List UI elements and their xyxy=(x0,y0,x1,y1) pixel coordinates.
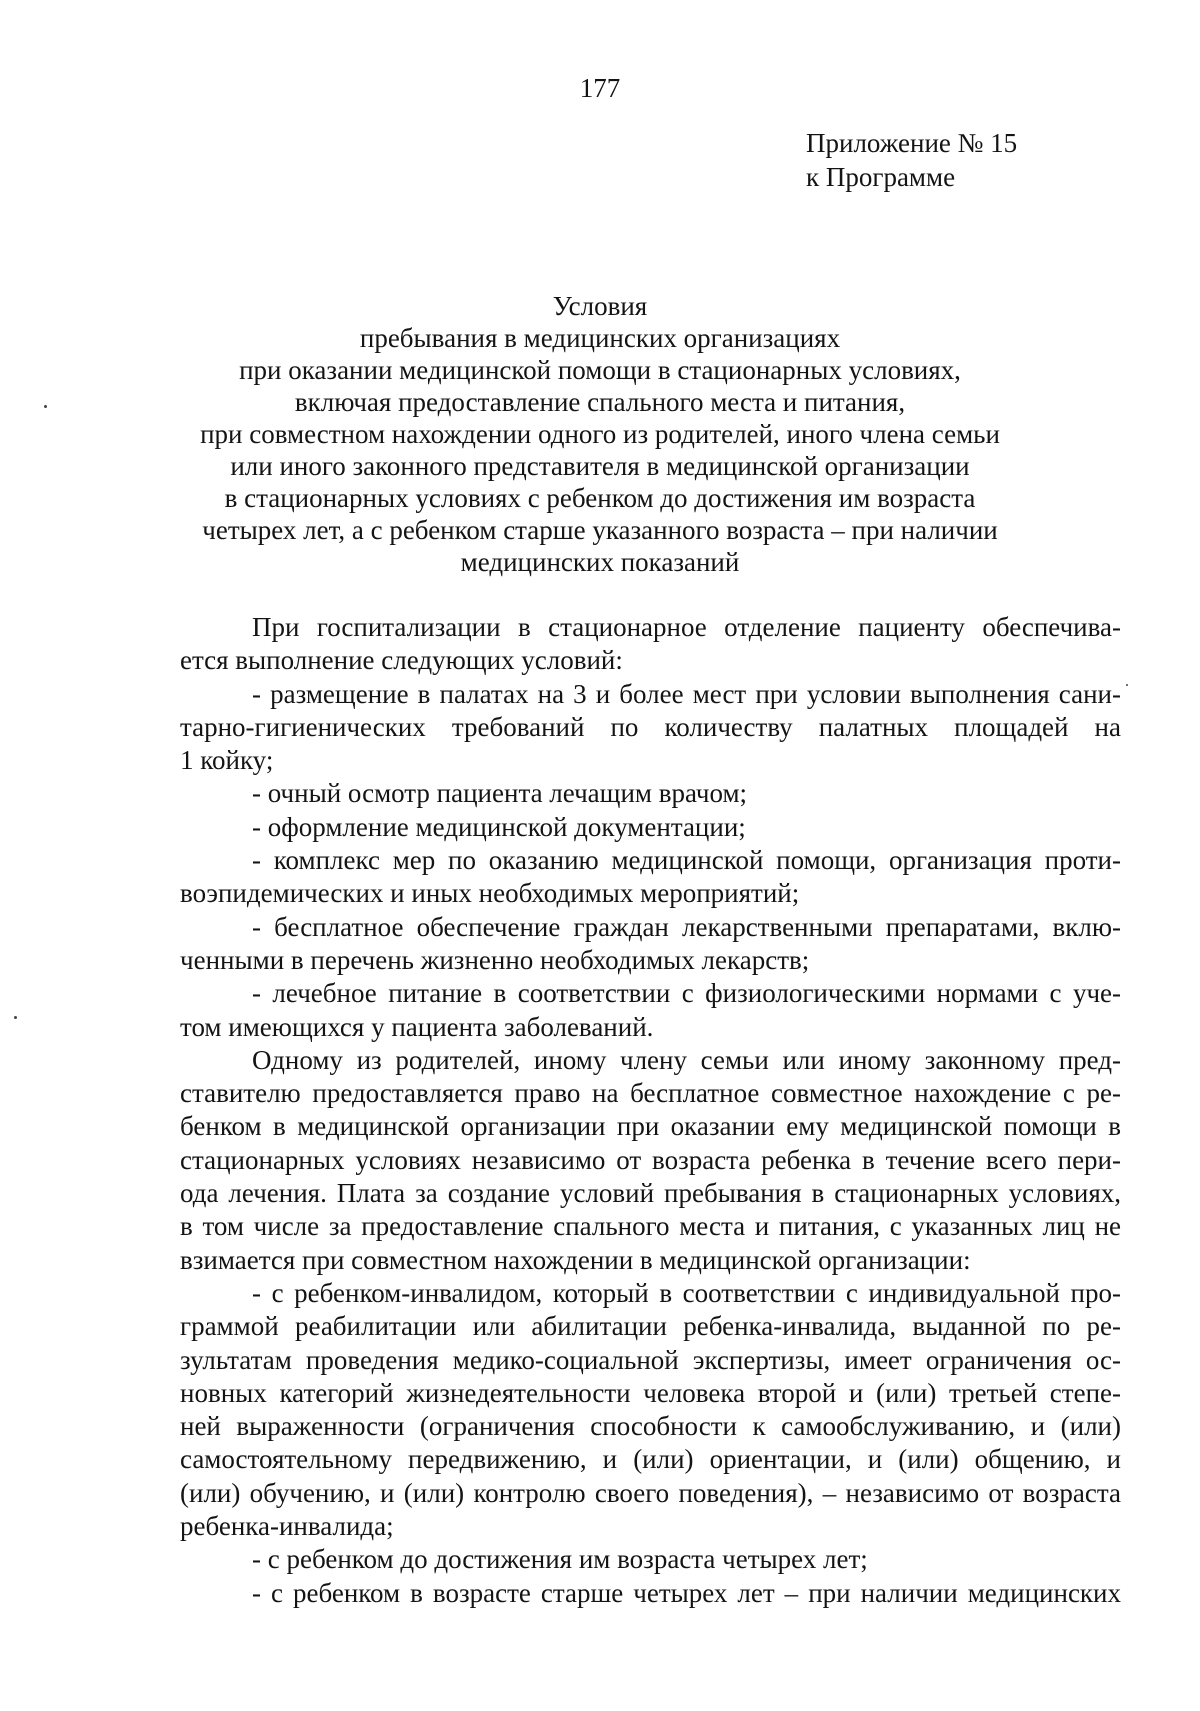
list-item-line: воэпидемических и иных необходимых мероприятий; xyxy=(180,878,800,909)
list-item-line: граммой реабилитации или абилитации ребенка-инвалида, выданной по ре- xyxy=(180,1311,1121,1342)
scan-speck xyxy=(44,405,47,408)
paragraph-line: взимается при совместном нахождении в медицинской организации: xyxy=(180,1244,971,1275)
list-item-line: - размещение в палатах на 3 и более мест при условии выполнения сани- xyxy=(252,678,1121,709)
list-item-line: - бесплатное обеспечение граждан лекарственными препаратами, вклю- xyxy=(252,911,1121,942)
paragraph-line: бенком в медицинской организации при оказании ему медицинской помощи в xyxy=(180,1111,1121,1142)
list-item-line: ней выраженности (ограничения способности к самообслуживанию, и (или) xyxy=(180,1411,1121,1442)
list-item-line: - с ребенком-инвалидом, который в соответствии с индивидуальной про- xyxy=(252,1277,1121,1308)
appendix-line: к Программе xyxy=(806,162,956,192)
list-item-line: (или) обучению, и (или) контролю своего поведения), – независимо от возраста xyxy=(180,1477,1121,1508)
title-line: при совместном нахождении одного из родителей, иного члена семьи xyxy=(200,419,1000,449)
scan-speck xyxy=(14,1016,17,1019)
paragraph-line: в том числе за предоставление спального места и питания, с указанных лиц не xyxy=(180,1211,1121,1242)
title-line: или иного законного представителя в медицинской организации xyxy=(230,451,970,481)
title-line: в стационарных условиях с ребенком до достижения им возраста xyxy=(224,483,976,513)
title-line: четырех лет, а с ребенком старше указанного возраста – при наличии xyxy=(202,515,998,545)
list-item-line: тарно-гигиенических требований по количеству палатных площадей на xyxy=(180,711,1121,742)
title-line: при оказании медицинской помощи в стационарных условиях, xyxy=(239,355,961,385)
list-item-line: - с ребенком в возрасте старше четырех лет – при наличии медицинских xyxy=(252,1577,1121,1608)
appendix-line: Приложение № 15 xyxy=(806,128,1018,158)
paragraph-line: ставителю предоставляется право на бесплатное совместное нахождение с ре- xyxy=(180,1078,1121,1109)
list-item-line: - очный осмотр пациента лечащим врачом; xyxy=(252,778,748,809)
paragraph-line: Одному из родителей, иному члену семьи или иному законному пред- xyxy=(252,1044,1121,1075)
list-item-line: - комплекс мер по оказанию медицинской помощи, организация проти- xyxy=(252,845,1121,876)
list-item-line: зультатам проведения медико-социальной экспертизы, имеет ограничения ос- xyxy=(180,1344,1121,1375)
list-item-line: - оформление медицинской документации; xyxy=(252,811,746,842)
list-item-line: 1 койку; xyxy=(180,745,274,776)
list-item-line: - лечебное питание в соответствии с физиологическими нормами с уче- xyxy=(252,978,1121,1009)
scan-speck xyxy=(1126,684,1128,686)
paragraph-intro-line: При госпитализации в стационарное отделение пациенту обеспечива- xyxy=(252,612,1121,642)
page-number: 177 xyxy=(579,73,621,103)
list-item-line: ребенка-инвалида; xyxy=(180,1511,394,1542)
paragraph-line: стационарных условиях независимо от возраста ребенка в течение всего пери- xyxy=(180,1144,1121,1175)
list-item-line: новных категорий жизнедеятельности человека второй и (или) третьей степе- xyxy=(180,1377,1121,1408)
appendix-reference xyxy=(806,126,1017,194)
list-item-line: ченными в перечень жизненно необходимых лекарств; xyxy=(180,944,810,975)
title-line: пребывания в медицинских организациях xyxy=(359,323,841,353)
title-line: Условия xyxy=(552,291,648,321)
paragraph-line: ода лечения. Плата за создание условий пребывания в стационарных условиях, xyxy=(180,1178,1121,1209)
body-text xyxy=(180,611,1121,1610)
title-line: медицинских показаний xyxy=(460,547,740,577)
list-item-line: том имеющихся у пациента заболеваний. xyxy=(180,1011,654,1042)
list-item-line: - с ребенком до достижения им возраста четырех лет; xyxy=(252,1544,868,1575)
paragraph-intro-line: ется выполнение следующих условий: xyxy=(180,645,623,676)
title-line: включая предоставление спального места и питания, xyxy=(294,387,906,417)
document-title xyxy=(180,290,1020,578)
list-item-line: самостоятельному передвижению, и (или) ориентации, и (или) общению, и xyxy=(180,1444,1121,1475)
